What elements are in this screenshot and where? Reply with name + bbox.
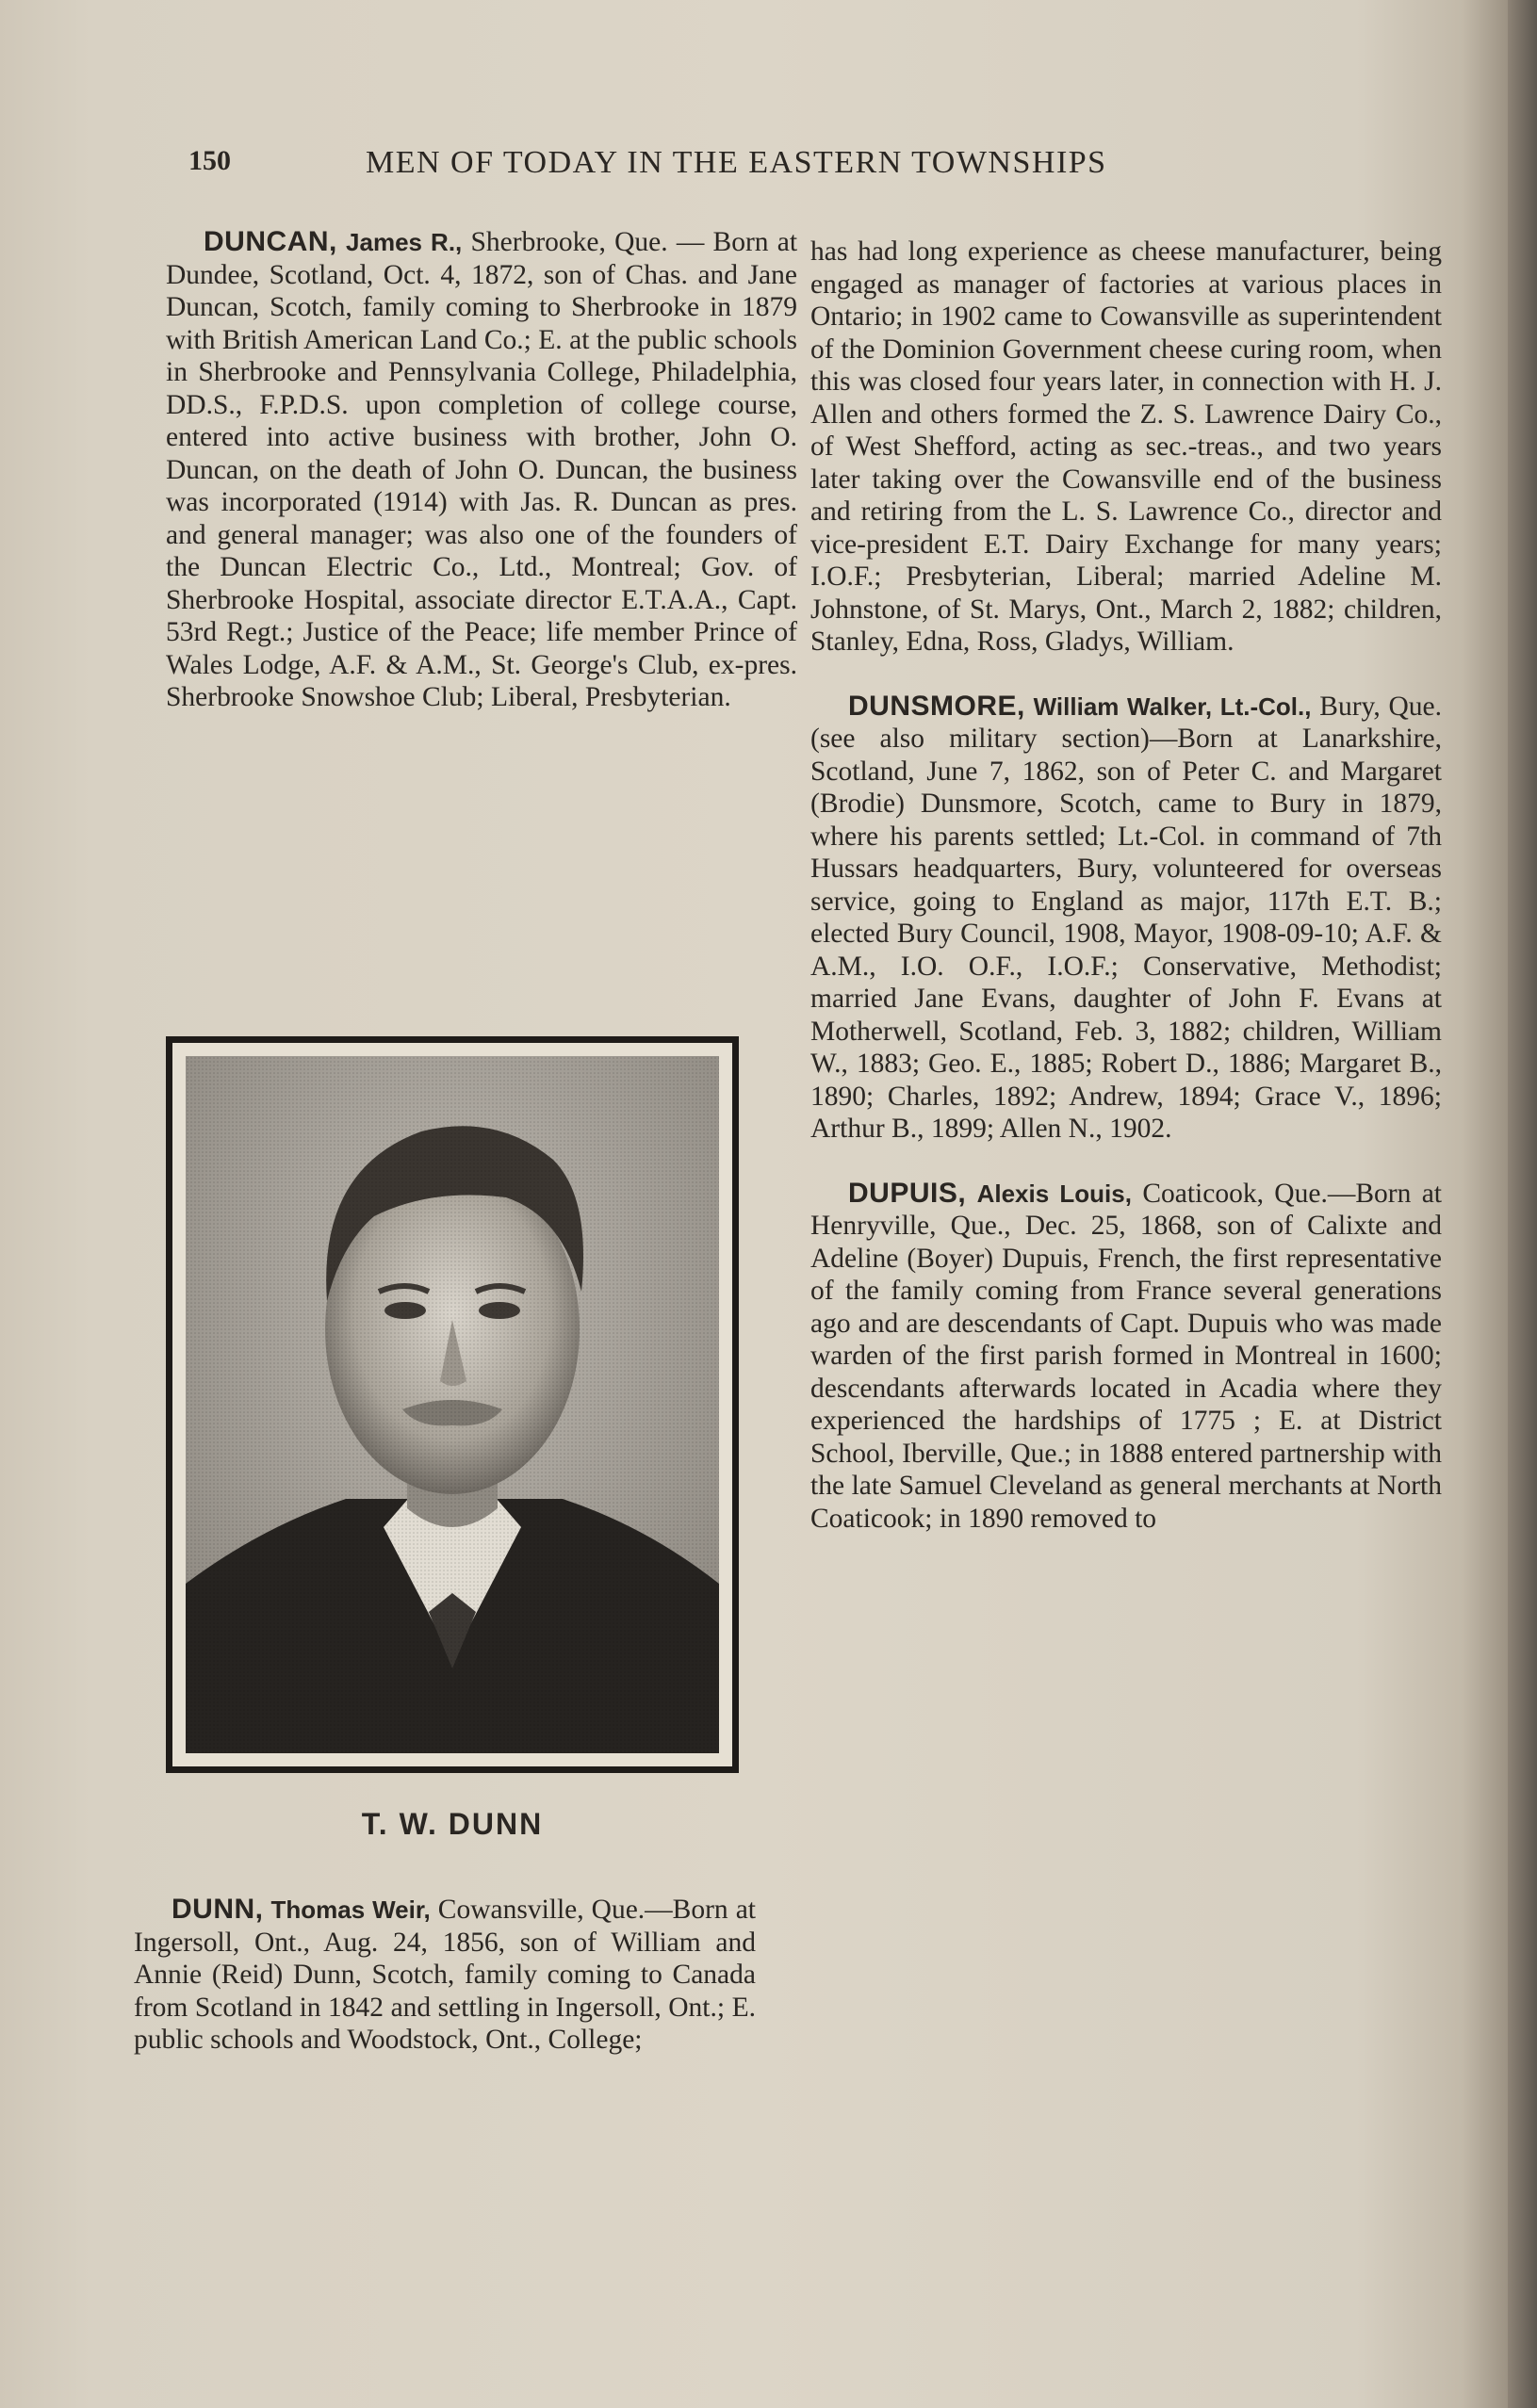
entry-text: Sherbrooke, Que. — Born at Dundee, Scotland, Oct. 4, 1872, son of Chas. and Jane Duncan, Scotch, family coming to Sherbrooke in 1879 with British American Land Co.; E. at the public schools in Sherbrooke and Pennsylvania College, Philadelphia, DD.S., F.P.D.S. upon completion of college course, entered into active business with brother, John O. Duncan, on the death of John O. Duncan, the business was incorporated (1914) with Jas. R. Duncan as pres. and general manager; was also one of the founders of the Duncan Electric Co., Ltd., Montreal; Gov. of Sherbrooke Hospital, associate director E.T.A.A., Capt. 53rd Regt.; Justice of the Peace; life member Prince of Wales Lodge, A.F. & A.M., St. George's Club, ex-pres. Sherbrooke Snowshoe Club; Liberal, Presbyterian. <box>166 227 798 712</box>
page-number: 150 <box>188 145 231 176</box>
entry-text: Cowansville, Que.—Born at Ingersoll, Ont., Aug. 24, 1856, son of William and Annie (Reid) Dunn, Scotch, family coming to Canada from Scotland in 1842 and settling in Ingersoll, Ont.; E. public schools and Woodstock, Ont., College; <box>134 1895 756 2055</box>
left-column-lower <box>134 1894 756 2089</box>
entry-given-name: Alexis Louis, <box>976 1179 1132 1208</box>
book-edge <box>1508 0 1537 2408</box>
entry-surname: DUNCAN, <box>204 226 337 257</box>
right-column <box>810 236 1442 1567</box>
portrait-frame <box>166 1036 739 1773</box>
entry-duncan <box>166 226 797 714</box>
entry-given-name: Thomas Weir, <box>270 1895 431 1924</box>
entry-surname: DUNSMORE, <box>848 690 1025 722</box>
page-header <box>188 141 1282 198</box>
entry-given-name: James R., <box>346 228 463 256</box>
entry-text: Coaticook, Que.—Born at Henryville, Que., Dec. 25, 1868, son of Calixte and Adeline (Boyer) Dupuis, French, the first representative of the family coming from France several generations ago and are descendants of Capt. Dupuis who was made warden of the first parish formed in Montreal in 1600; descendants afterwards located in Acadia where they experienced the hardships of 1775 ; E. at District School, Iberville, Que.; in 1888 entered partnership with the late Samuel Cleveland as general merchants at North Coaticook; in 1890 removed to <box>810 1178 1442 1534</box>
entry-dunn-continued <box>810 236 1442 659</box>
portrait-caption: T. W. DUNN <box>361 1807 544 1841</box>
portrait-photo <box>186 1056 719 1753</box>
entry-dunsmore <box>810 691 1442 1146</box>
entry-dupuis <box>810 1178 1442 1536</box>
entry-dunn <box>134 1894 756 2057</box>
entry-text: has had long experience as cheese manufacturer, being engaged as manager of factories at various places in Ontario; in 1902 came to Cowansville as superintendent of the Dominion Government cheese curing room, when this was closed four years later, in connection with H. J. Allen and others formed the Z. S. Lawrence Dairy Co., of West Shefford, acting as sec.-treas., and two years later taking over the Cowansville end of the business and retiring from the L. S. Lawrence Co., director and vice-president E.T. Dairy Exchange for many years; I.O.F.; Presbyterian, Liberal; married Adeline M. Johnstone, of St. Marys, Ont., March 2, 1882; children, Stanley, Edna, Ross, Gladys, William. <box>810 236 1442 657</box>
running-title: MEN OF TODAY IN THE EASTERN TOWNSHIPS <box>366 145 1107 180</box>
entry-text: Bury, Que. (see also military section)—Born at Lanarkshire, Scotland, June 7, 1862, son of Peter C. and Margaret (Brodie) Dunsmore, Scotch, came to Bury in 1879, where his parents settled; Lt.-Col. in command of 7th Hussars headquarters, Bury, volunteered for overseas service, going to England as major, 117th E.T. B.; elected Bury Council, 1908, Mayor, 1908-09-10; A.F. & A.M., I.O. O.F., I.O.F.; Conservative, Methodist; married Jane Evans, daughter of John F. Evans at Motherwell, Scotland, Feb. 3, 1882; children, William W., 1883; Geo. E., 1885; Robert D., 1886; Margaret B., 1890; Charles, 1892; Andrew, 1894; Grace V., 1896; Arthur B., 1899; Allen N., 1902. <box>810 691 1443 1144</box>
entry-given-name: William Walker, Lt.-Col., <box>1033 691 1312 721</box>
entry-surname: DUPUIS, <box>848 1177 967 1209</box>
left-column <box>166 226 797 746</box>
entry-surname: DUNN, <box>172 1894 264 1925</box>
